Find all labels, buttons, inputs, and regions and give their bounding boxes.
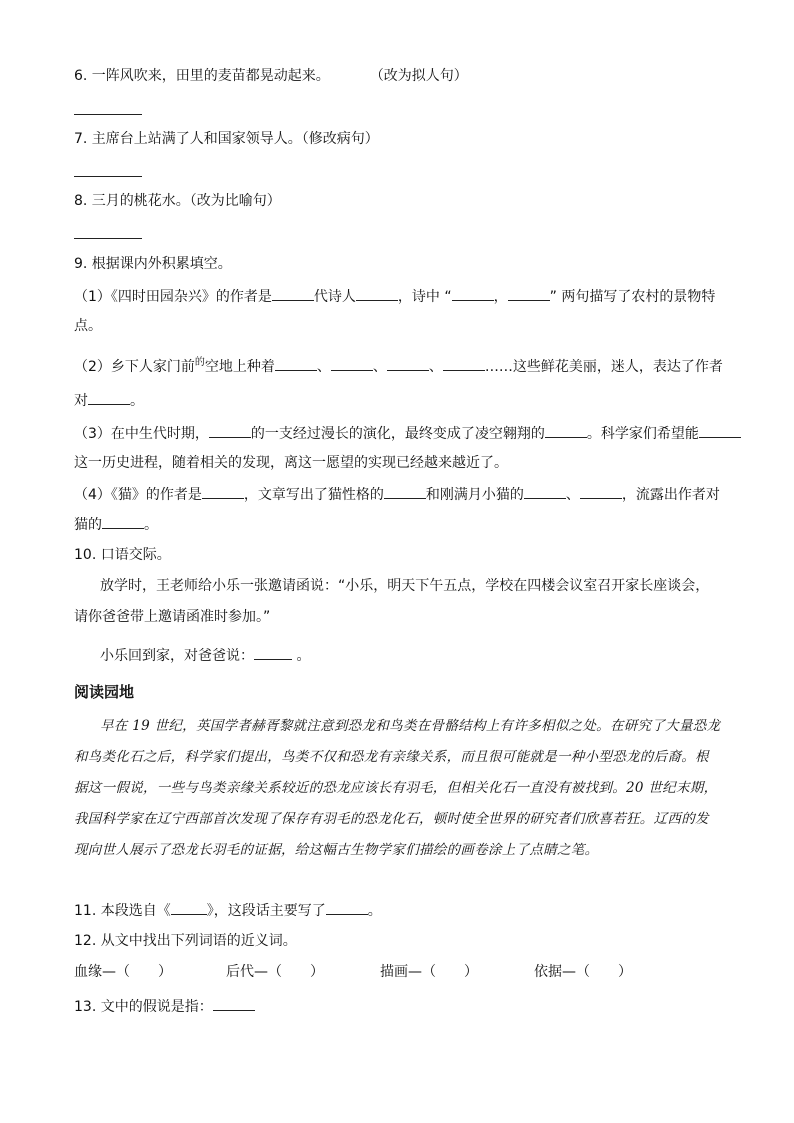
q9-p4-text-c: 和刚满月小猫的 — [425, 487, 524, 503]
q12-item-4: 依据—（ ） — [534, 964, 632, 980]
separator: 、 — [316, 359, 331, 375]
q11-text-a: 11. 本段选自《 — [74, 903, 171, 919]
blank[interactable] — [171, 900, 207, 915]
question-9-part-3 — [74, 423, 741, 444]
answer-blank-8[interactable] — [74, 238, 142, 239]
blank[interactable] — [272, 286, 314, 301]
passage-line: 据这一假说，一些与鸟类亲缘关系较近的恐龙应该长有羽毛，但相关化石一直没有被找到。20 世纪末期， — [74, 780, 718, 796]
blank[interactable] — [331, 356, 373, 371]
q9-p2-text-a: （2）乡下人家门前 — [74, 359, 195, 375]
q9-p4-text-b: ，文章写出了猫性格的 — [243, 487, 384, 503]
question-9-part-1 — [74, 286, 715, 307]
blank[interactable] — [545, 423, 587, 438]
passage-line: 早在 19 世纪，英国学者赫胥黎就注意到恐龙和鸟类在骨骼结构上有许多相似之处。在研究了大量恐龙 — [100, 718, 721, 734]
answer-blank-6[interactable] — [74, 114, 142, 115]
question-9-part-4 — [74, 484, 720, 505]
passage-line: 和鸟类化石之后，科学家们提出，鸟类不仅和恐龙有亲缘关系，而且很可能就是一种小型恐龙的后裔。根 — [74, 749, 709, 765]
q9-p4-text-a: （4）《猫》的作者是 — [74, 487, 202, 503]
q12-item-1: 血缘—（ ） — [74, 964, 172, 980]
blank[interactable] — [443, 356, 485, 371]
passage-line: 我国科学家在辽宁西部首次发现了保存有羽毛的恐龙化石，顿时使全世界的研究者们欣喜若狂。辽西的发 — [74, 811, 709, 827]
q12-item-2: 后代—（ ） — [226, 964, 324, 980]
question-10-title: 10. 口语交际。 — [74, 547, 171, 563]
separator: 、 — [428, 359, 443, 375]
blank[interactable] — [508, 286, 550, 301]
q9-p2-de: 的 — [194, 357, 205, 368]
question-6-text: 6. 一阵风吹来，田里的麦苗都晃动起来。 — [74, 68, 330, 84]
q9-p4-text-e: 猫的 — [74, 517, 102, 533]
blank[interactable] — [384, 484, 426, 499]
q9-p2-text-c: ……这些鲜花美丽，迷人，表达了作者 — [484, 359, 723, 375]
q9-p1-text-f: 点。 — [74, 318, 102, 334]
question-7: 7. 主席台上站满了人和国家领导人。（修改病句） — [74, 131, 379, 147]
q9-p3-text-a: （3）在中生代时期， — [74, 426, 209, 442]
question-9-part-2b — [74, 390, 144, 411]
q9-p4-end: 。 — [144, 517, 158, 533]
question-8: 8. 三月的桃花水。（改为比喻句） — [74, 193, 281, 209]
q11-text-b: 》，这段话主要写了 — [206, 903, 326, 919]
question-9-part-4b — [74, 514, 158, 535]
blank[interactable] — [524, 484, 566, 499]
blank[interactable] — [356, 286, 398, 301]
answer-blank-7[interactable] — [74, 176, 142, 177]
q9-p2-text-d: 对 — [74, 393, 88, 409]
blank[interactable] — [275, 356, 317, 371]
blank[interactable] — [387, 356, 429, 371]
question-10-line-3 — [100, 645, 310, 666]
blank[interactable] — [88, 390, 130, 405]
q9-p4-text-d: ，流露出作者对 — [621, 487, 720, 503]
q9-p3-text-d: 这一历史进程，随着相关的发现，离这一愿望的实现已经越来越近了。 — [74, 455, 508, 471]
question-10-line-2: 请你爸爸带上邀请函准时参加。” — [74, 609, 271, 625]
q9-p2-text-b: 空地上种着 — [204, 359, 275, 375]
question-13 — [74, 996, 255, 1017]
q11-end: 。 — [367, 903, 382, 919]
q9-p1-text-b: 代诗人 — [313, 289, 356, 305]
question-6-hint: （改为拟人句） — [369, 68, 468, 84]
question-9-title: 9. 根据课内外积累填空。 — [74, 256, 232, 272]
blank[interactable] — [209, 423, 251, 438]
blank[interactable] — [213, 996, 255, 1011]
blank[interactable] — [254, 645, 292, 660]
q9-p1-text-d: ， — [493, 289, 508, 305]
blank[interactable] — [202, 484, 244, 499]
q9-p3-text-b: 的一支经过漫长的演化，最终变成了凌空翱翔的 — [250, 426, 545, 442]
question-6 — [74, 66, 468, 86]
blank[interactable] — [699, 423, 741, 438]
passage-line: 现向世人展示了恐龙长羽毛的证据，给这幅古生物学家们描绘的画卷涂上了点睛之笔。 — [74, 842, 599, 858]
blank[interactable] — [580, 484, 622, 499]
question-10-line-1: 放学时，王老师给小乐一张邀请函说：“小乐，明天下午五点，学校在四楼会议室召开家长座谈会， — [100, 578, 710, 594]
blank[interactable] — [452, 286, 494, 301]
question-12-title: 12. 从文中找出下列词语的近义词。 — [74, 933, 297, 949]
q9-p2-end: 。 — [130, 393, 144, 409]
question-11 — [74, 900, 382, 921]
reading-passage — [74, 711, 724, 866]
separator: 、 — [372, 359, 387, 375]
q9-p1-text-a: （1）《四时田园杂兴》的作者是 — [74, 289, 272, 305]
q9-p1-text-e: ” 两句描写了农村的景物特 — [549, 289, 716, 305]
section-title: 阅读园地 — [74, 683, 135, 701]
question-9-part-2 — [74, 356, 723, 379]
q10-line3-text: 小乐回到家，对爸爸说： — [100, 648, 254, 664]
blank[interactable] — [102, 514, 144, 529]
q12-item-3: 描画—（ ） — [380, 964, 478, 980]
separator: 、 — [565, 487, 580, 503]
q13-text: 13. 文中的假说是指： — [74, 999, 213, 1015]
q9-p1-text-c: ，诗中 “ — [397, 289, 452, 305]
q10-line3-end: 。 — [292, 648, 311, 664]
q9-p3-text-c: 。科学家们希望能 — [586, 426, 699, 442]
blank[interactable] — [326, 900, 368, 915]
